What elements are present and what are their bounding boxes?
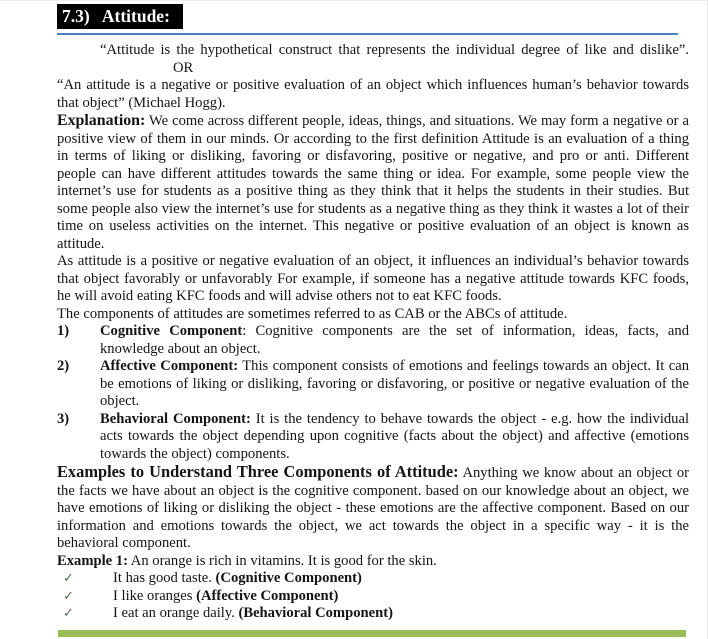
list-number: 3) <box>57 410 70 427</box>
checklist-item-behavioral <box>57 605 689 623</box>
checklist-bold: (Behavioral Component) <box>238 605 393 622</box>
checklist-item-cognitive <box>57 570 689 588</box>
checkmark-icon: ✓ <box>63 606 74 622</box>
checkmark-icon: ✓ <box>63 571 74 587</box>
examples-text: Anything we know about an object or the facts we have about an object is the cognitive component. based on our knowledge about an object, we have emotions of liking or disliking the object - these emotions are the affective component. Based on our information and emotions towards the object, we act towards the object in a specific way - it is the behavioral component. <box>57 465 689 552</box>
component-label: Cognitive Component <box>100 323 243 340</box>
section-heading: 7.3) Attitude: <box>57 4 183 29</box>
example1-paragraph <box>57 553 689 571</box>
checklist-text <box>113 570 689 588</box>
explanation-label: Explanation: <box>57 112 146 130</box>
component-label: Affective Component: <box>100 358 239 375</box>
checklist-bold: (Affective Component) <box>196 587 339 604</box>
list-number: 1) <box>57 323 70 340</box>
checklist-item-affective <box>57 588 689 606</box>
explanation-paragraph <box>57 112 689 253</box>
section-heading-row <box>57 4 689 29</box>
examples-paragraph <box>57 463 689 553</box>
component-text: This component consists of emotions and feelings towards an object. It can be emotions of liking or disliking, favoring or disfavoring, or positive or negative evaluation of the object. <box>100 358 689 410</box>
components-intro: The components of attitudes are sometimes referred to as CAB or the ABCs of attitude. <box>57 305 568 322</box>
example1-label: Example 1: <box>57 552 128 569</box>
examples-heading: Examples to Understand Three Components of Attitude: <box>57 462 459 482</box>
heading-rule <box>57 33 678 35</box>
explanation-text: We come across different people, ideas, things, and situations. We may form a negative or a positive view of them in our minds. Or according to the first definition Attitude is an evaluation of a thing in terms of liking or disliking, favoring or disfavoring, positive or negative, and pro or anti. Different people can have different attitudes towards the same thing or idea. For example, some people view the internet’s use for students as a positive thing as they think that it helps the students in their studies. But some people also view the internet’s use for students as a negative thing as they think it wastes a lot of their time on useless activities on the internet. This negative or positive evaluation of an object is known as attitude. <box>57 113 689 252</box>
checklist-bold: (Cognitive Component) <box>215 570 362 587</box>
or-label: OR <box>173 59 194 76</box>
checkmark-icon: ✓ <box>63 588 74 604</box>
checklist-plain: I eat an orange daily. <box>113 605 239 622</box>
list-item-text <box>100 411 689 464</box>
component-item-affective <box>57 358 689 411</box>
checklist-text <box>113 588 689 606</box>
document-content <box>0 1 707 623</box>
checklist-text <box>113 605 689 623</box>
definition-quote-1 <box>57 42 689 77</box>
component-text: It is the tendency to behave towards the object - e.g. how the individual acts towards the object depending upon cognitive (facts about the object) and affective (emotions towards the object) components. <box>100 410 689 462</box>
quote-text: “Attitude is the hypothetical construct that represents the individual degree of like and dislike”. <box>100 42 689 59</box>
component-item-cognitive <box>57 323 689 358</box>
checklist-plain: I like oranges <box>113 587 197 604</box>
list-item-text <box>100 358 689 411</box>
list-item-text <box>100 323 689 358</box>
component-item-behavioral <box>57 411 689 464</box>
example1-text: An orange is rich in vitamins. It is good for the skin. <box>127 552 437 569</box>
component-text: : Cognitive components are the set of information, ideas, facts, and knowledge about an object. <box>100 323 690 357</box>
page-bottom-border-bar <box>58 630 686 637</box>
list-number: 2) <box>57 358 70 375</box>
influence-paragraph: As attitude is a positive or negative evaluation of an object, it influences an individual’s behavior towards that object favorably or unfavorably For example, if someone has a negative attitude towards KFC foods, he will avoid eating KFC foods and will advise others not to eat KFC foods. <box>57 253 689 305</box>
checklist-plain: It has good taste. <box>113 570 216 587</box>
component-label: Behavioral Component: <box>100 410 251 427</box>
definition-quote-2: “An attitude is a negative or positive evaluation of an object which influences human’s behavior towards that object” (Michael Hogg). <box>57 77 689 111</box>
